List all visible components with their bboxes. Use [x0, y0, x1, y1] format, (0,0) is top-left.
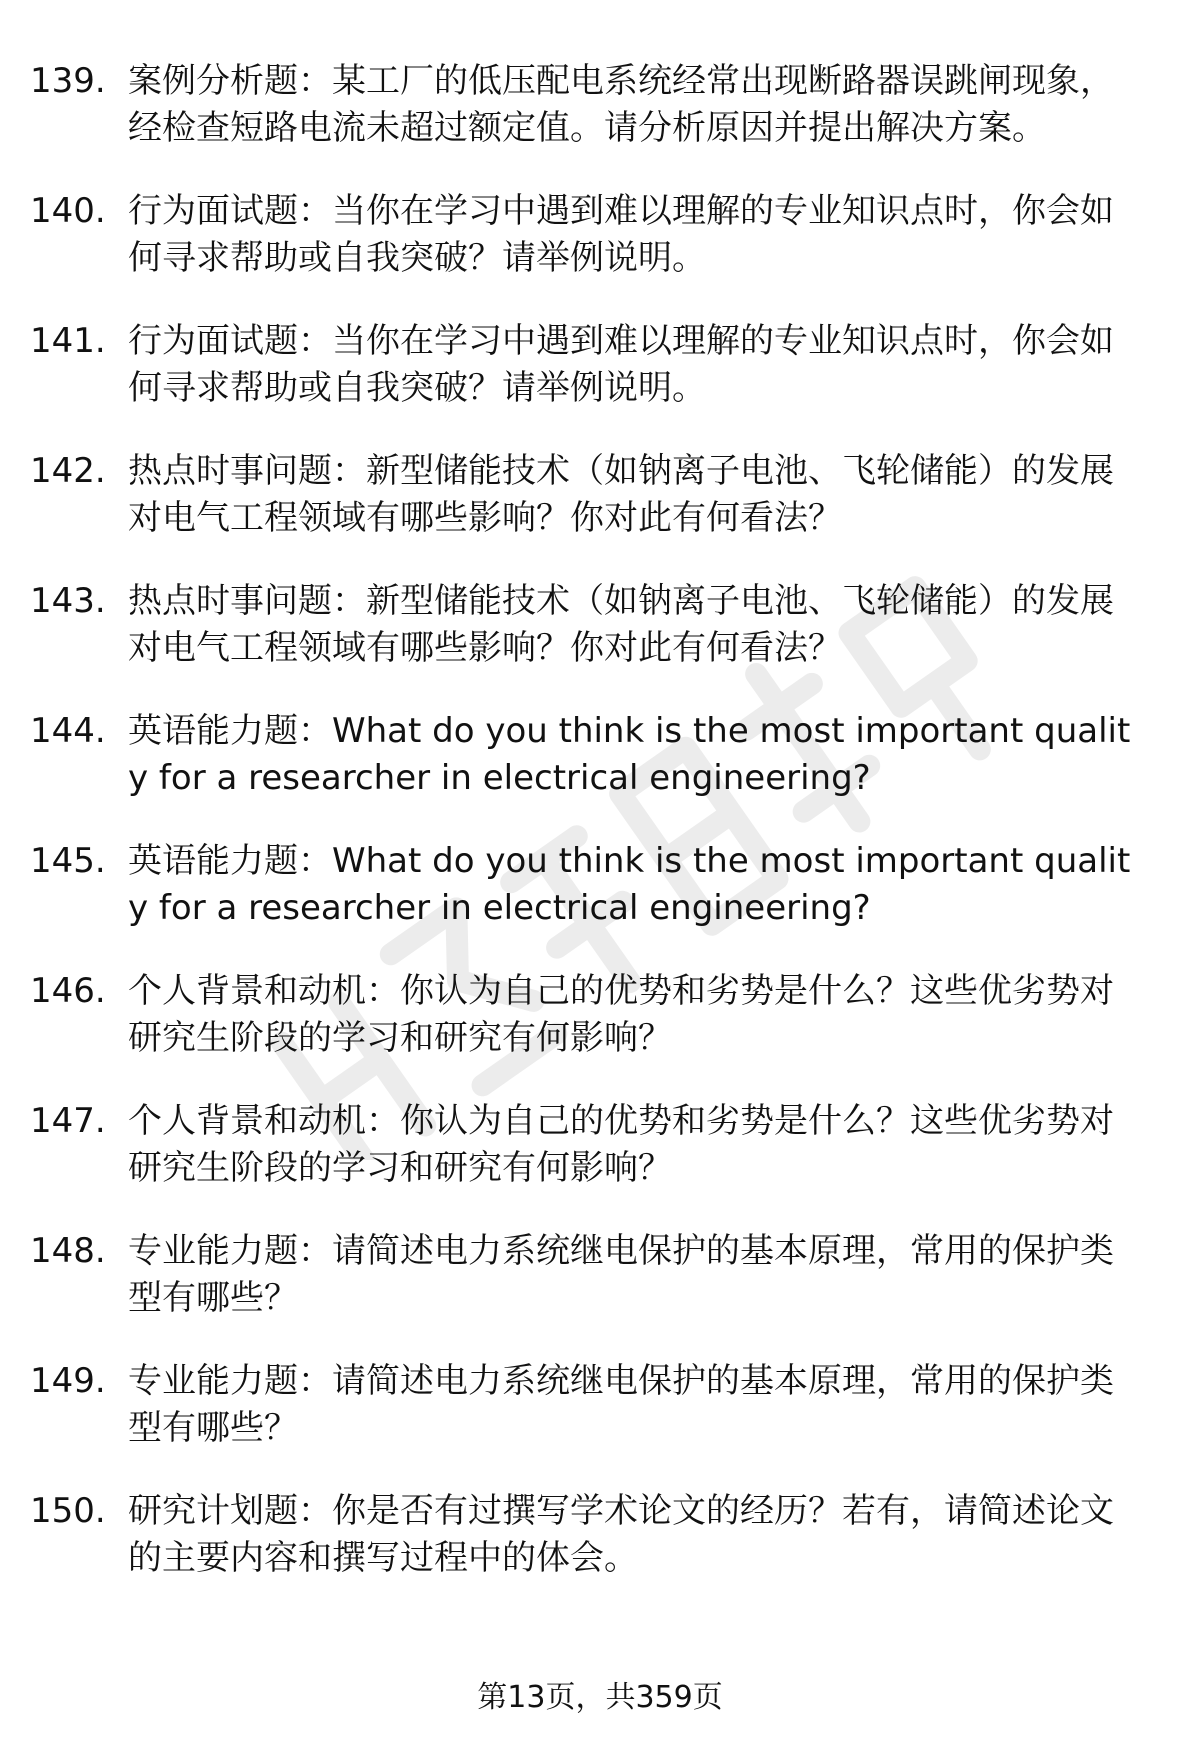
question-item-144 — [30, 708, 1140, 802]
question-number: 149. — [30, 1361, 106, 1401]
question-text: 专业能力题：请简述电力系统继电保护的基本原理，常用的保护类型有哪些？ — [128, 1361, 1114, 1448]
question-number: 142. — [30, 451, 106, 491]
question-text: 个人背景和动机：你认为自己的优势和劣势是什么？这些优劣势对研究生阶段的学习和研究有何影响？ — [128, 971, 1114, 1058]
question-item-139 — [30, 58, 1140, 152]
question-text: 英语能力题：What do you think is the most important quality for a researcher in electrical engineering? — [128, 711, 1131, 798]
page-indicator: 第13页，共359页 — [477, 1680, 723, 1715]
question-number: 144. — [30, 711, 106, 751]
question-list — [30, 58, 1140, 1618]
question-item-148 — [30, 1228, 1140, 1322]
question-number: 145. — [30, 841, 106, 881]
question-number: 141. — [30, 321, 106, 361]
question-number: 148. — [30, 1231, 106, 1271]
question-text: 行为面试题：当你在学习中遇到难以理解的专业知识点时，你会如何寻求帮助或自我突破？请举例说明。 — [128, 191, 1114, 278]
page-footer — [0, 1678, 1200, 1718]
question-item-142 — [30, 448, 1140, 542]
question-number: 147. — [30, 1101, 106, 1141]
question-text: 热点时事问题：新型储能技术（如钠离子电池、飞轮储能）的发展对电气工程领域有哪些影响？你对此有何看法？ — [128, 581, 1114, 668]
question-item-140 — [30, 188, 1140, 282]
question-number: 143. — [30, 581, 106, 621]
question-number: 140. — [30, 191, 106, 231]
question-item-141 — [30, 318, 1140, 412]
question-item-143 — [30, 578, 1140, 672]
question-text: 案例分析题：某工厂的低压配电系统经常出现断路器误跳闸现象，经检查短路电流未超过额定值。请分析原因并提出解决方案。 — [128, 61, 1114, 148]
question-number: 139. — [30, 61, 106, 101]
question-text: 专业能力题：请简述电力系统继电保护的基本原理，常用的保护类型有哪些？ — [128, 1231, 1114, 1318]
question-item-146 — [30, 968, 1140, 1062]
question-text: 研究计划题：你是否有过撰写学术论文的经历？若有，请简述论文的主要内容和撰写过程中的体会。 — [128, 1491, 1114, 1578]
question-item-150 — [30, 1488, 1140, 1582]
question-text: 热点时事问题：新型储能技术（如钠离子电池、飞轮储能）的发展对电气工程领域有哪些影响？你对此有何看法？ — [128, 451, 1114, 538]
question-item-149 — [30, 1358, 1140, 1452]
question-item-147 — [30, 1098, 1140, 1192]
question-item-145 — [30, 838, 1140, 932]
question-number: 146. — [30, 971, 106, 1011]
question-text: 个人背景和动机：你认为自己的优势和劣势是什么？这些优劣势对研究生阶段的学习和研究有何影响？ — [128, 1101, 1114, 1188]
question-text: 英语能力题：What do you think is the most important quality for a researcher in electrical engineering? — [128, 841, 1131, 928]
question-text: 行为面试题：当你在学习中遇到难以理解的专业知识点时，你会如何寻求帮助或自我突破？请举例说明。 — [128, 321, 1114, 408]
question-number: 150. — [30, 1491, 106, 1531]
